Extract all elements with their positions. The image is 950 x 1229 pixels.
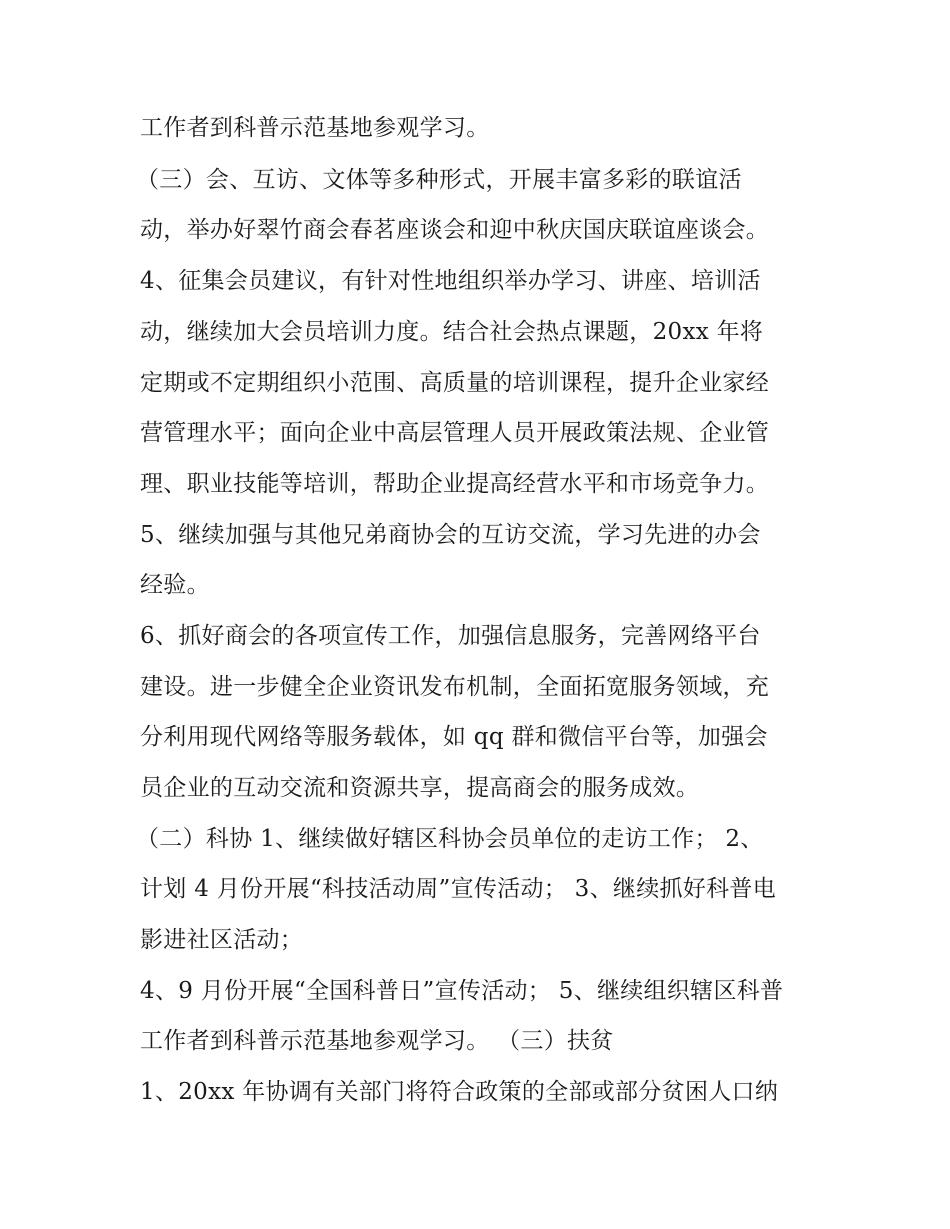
text-line: 动，继续加大会员培训力度。结合社会热点课题，20xx 年将: [140, 319, 764, 345]
text-line: 员企业的互动交流和资源共享，提高商会的服务成效。: [140, 775, 700, 801]
text-line: 建设。进一步健全企业资讯发布机制，全面拓宽服务领域，充: [140, 674, 770, 700]
text-line: 定期或不定期组织小范围、高质量的培训课程，提升企业家经: [140, 370, 770, 396]
text-line: 影进社区活动；: [140, 927, 304, 953]
text-line: 6、抓好商会的各项宣传工作，加强信息服务，完善网络平台: [140, 623, 761, 649]
text-line: 动，举办好翠竹商会春茗座谈会和迎中秋庆国庆联谊座谈会。: [140, 217, 770, 243]
text-line: （二）科协 1、继续做好辖区科协会员单位的走访工作； 2、: [136, 826, 764, 852]
text-line: 工作者到科普示范基地参观学习。 （三）扶贫: [140, 1028, 614, 1054]
text-line: 4、征集会员建议，有针对性地组织举办学习、讲座、培训活: [140, 268, 761, 294]
text-line: 营管理水平；面向企业中高层管理人员开展政策法规、企业管: [140, 420, 770, 446]
text-line: 分利用现代网络等服务载体，如 qq 群和微信平台等，加强会: [140, 724, 768, 750]
text-line: 理、职业技能等培训，帮助企业提高经营水平和市场竞争力。: [140, 471, 770, 497]
text-line: 计划 4 月份开展“科技活动周”宣传活动； 3、继续抓好科普电: [140, 876, 777, 902]
text-line: （三）会、互访、文体等多种形式，开展丰富多彩的联谊活: [136, 167, 742, 193]
text-line: 经验。: [140, 572, 210, 598]
text-line: 5、继续加强与其他兄弟商协会的互访交流，学习先进的办会: [140, 522, 761, 548]
text-line: 1、20xx 年协调有关部门将符合政策的全部或部分贫困人口纳: [140, 1079, 779, 1105]
text-line: 工作者到科普示范基地参观学习。: [140, 115, 490, 141]
text-line: 4、9 月份开展“全国科普日”宣传活动； 5、继续组织辖区科普: [140, 978, 784, 1004]
